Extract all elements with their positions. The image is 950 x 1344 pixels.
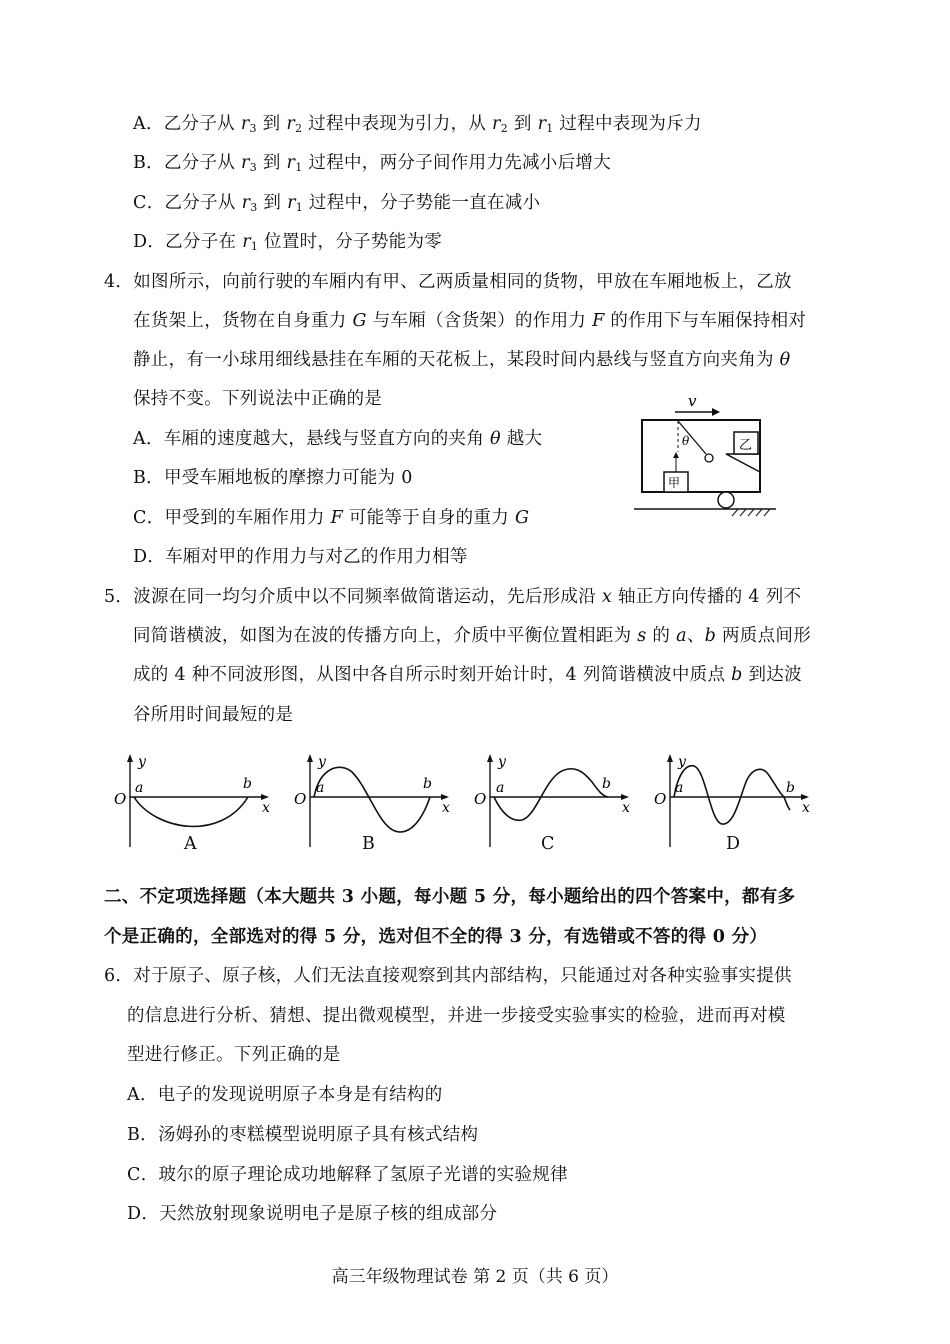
point-a-label: a	[316, 780, 325, 796]
shelf	[726, 454, 760, 472]
point-a-label: a	[496, 780, 505, 796]
x-label: x	[802, 800, 810, 816]
theta-label: θ	[682, 434, 690, 448]
q3-option-a: A．乙分子从 $r_3$ 到 $r_2$ 过程中表现为引力，从 $r_2$ 到 $r_1$ 过程中表现为斥力	[133, 114, 702, 135]
page-footer: 高三年级物理试卷 第 2 页（共 6 页）	[331, 1267, 619, 1287]
point-b-label: b	[423, 776, 432, 792]
q4-stem-line3: 静止，有一小球用细线悬挂在车厢的天花板上，某段时间内悬线与竖直方向夹角为 θ	[133, 350, 791, 370]
origin-label: O	[114, 790, 127, 808]
y-axis-arrowhead	[487, 754, 493, 762]
q4-stem-line4: 保持不变。下列说法中正确的是	[133, 389, 383, 409]
y-label: y	[498, 754, 506, 770]
x-label: x	[262, 800, 270, 816]
q6-option-b: B．汤姆孙的枣糕模型说明原子具有核式结构	[127, 1125, 479, 1145]
point-a-label: a	[135, 780, 144, 796]
section-2-heading-line1: 二、不定项选择题（本大题共 3 小题，每小题 5 分，每小题给出的四个答案中，都有多	[104, 887, 796, 907]
y-axis-arrowhead	[127, 754, 133, 762]
velocity-arrowhead	[712, 408, 720, 416]
ground-hatch	[748, 509, 754, 516]
force-arrowhead	[673, 452, 679, 458]
section-2-heading-line2: 个是正确的，全部选对的得 5 分，选对但不全的得 3 分，有选错或不答的得 0 分）	[104, 927, 768, 947]
waveform	[134, 797, 248, 826]
point-b-label: b	[786, 780, 795, 796]
q4-option-b: B．甲受车厢地板的摩擦力可能为 0	[133, 468, 413, 488]
origin-label: O	[654, 790, 667, 808]
point-b-label: b	[243, 776, 252, 792]
q5-stem-line1: 5．波源在同一均匀介质中以不同频率做简谐运动，先后形成沿 x 轴正方向传播的 4 列不	[104, 587, 802, 607]
carriage-wheel	[718, 492, 734, 508]
q6-stem-line1: 6．对于原子、原子核，人们无法直接观察到其内部结构，只能通过对各种实验事实提供	[104, 966, 792, 986]
q5-stem-line4: 谷所用时间最短的是	[133, 705, 294, 725]
q4-carriage-figure	[630, 390, 780, 520]
waveform	[494, 769, 608, 821]
wave-caption-b: B	[362, 834, 376, 854]
y-label: y	[678, 754, 686, 770]
y-label: y	[318, 754, 326, 770]
q3-option-d: D．乙分子在 $r_1$ 位置时，分子势能为零	[133, 232, 443, 253]
x-label: x	[442, 800, 450, 816]
q6-stem-line3: 型进行修正。下列正确的是	[127, 1045, 341, 1065]
y-axis-arrowhead	[307, 754, 313, 762]
velocity-label: v	[688, 392, 697, 410]
wave-caption-a: A	[184, 834, 197, 854]
waveform	[314, 767, 430, 832]
q6-option-c: C．玻尔的原子理论成功地解释了氢原子光谱的实验规律	[127, 1165, 568, 1185]
waveform	[674, 766, 790, 824]
q4-stem-line2: 在货架上，货物在自身重力 G 与车厢（含货架）的作用力 F 的作用下与车厢保持相对	[133, 311, 807, 331]
x-label: x	[622, 800, 630, 816]
q5-stem-line2: 同简谐横波，如图为在波的传播方向上，介质中平衡位置相距为 s 的 a、b 两质点间形	[133, 626, 812, 646]
q5-stem-line3: 成的 4 种不同波形图，从图中各自所示时刻开始计时，4 列简谐横波中质点 b 到达波	[133, 665, 802, 685]
wave-figure-c	[470, 752, 640, 857]
y-label: y	[138, 754, 146, 770]
point-b-label: b	[602, 776, 611, 792]
q3-option-b: B．乙分子从 $r_3$ 到 $r_1$ 过程中，两分子间作用力先减小后增大	[133, 153, 611, 174]
ground-hatch	[732, 509, 738, 516]
pendulum-ball	[705, 454, 713, 462]
box-yi-label: 乙	[739, 438, 753, 453]
point-a-label: a	[675, 780, 684, 796]
q6-stem-line2: 的信息进行分析、猜想、提出微观模型，并进一步接受实验事实的检验，进而再对模	[127, 1006, 786, 1026]
box-jia-label: 甲	[668, 476, 681, 490]
q4-stem-line1: 4．如图所示，向前行驶的车厢内有甲、乙两质量相同的货物，甲放在车厢地板上，乙放	[104, 272, 792, 292]
y-axis-arrowhead	[667, 754, 673, 762]
ground-hatch	[764, 509, 770, 516]
q6-option-a: A．电子的发现说明原子本身是有结构的	[127, 1085, 443, 1105]
q6-option-d: D．天然放射现象说明电子是原子核的组成部分	[127, 1204, 498, 1224]
origin-label: O	[474, 790, 487, 808]
q4-option-d: D．车厢对甲的作用力与对乙的作用力相等	[133, 547, 468, 567]
ground-hatch	[756, 509, 762, 516]
origin-label: O	[294, 790, 307, 808]
q3-option-c: C．乙分子从 $r_3$ 到 $r_1$ 过程中，分子势能一直在减小	[133, 193, 541, 214]
q4-option-a: A．车厢的速度越大，悬线与竖直方向的夹角 θ 越大	[133, 429, 543, 449]
carriage-body	[642, 420, 760, 492]
wave-caption-c: C	[541, 834, 555, 854]
wave-caption-d: D	[726, 834, 741, 854]
ground-hatch	[740, 509, 746, 516]
q4-option-c: C．甲受到的车厢作用力 F 可能等于自身的重力 G	[133, 508, 530, 528]
